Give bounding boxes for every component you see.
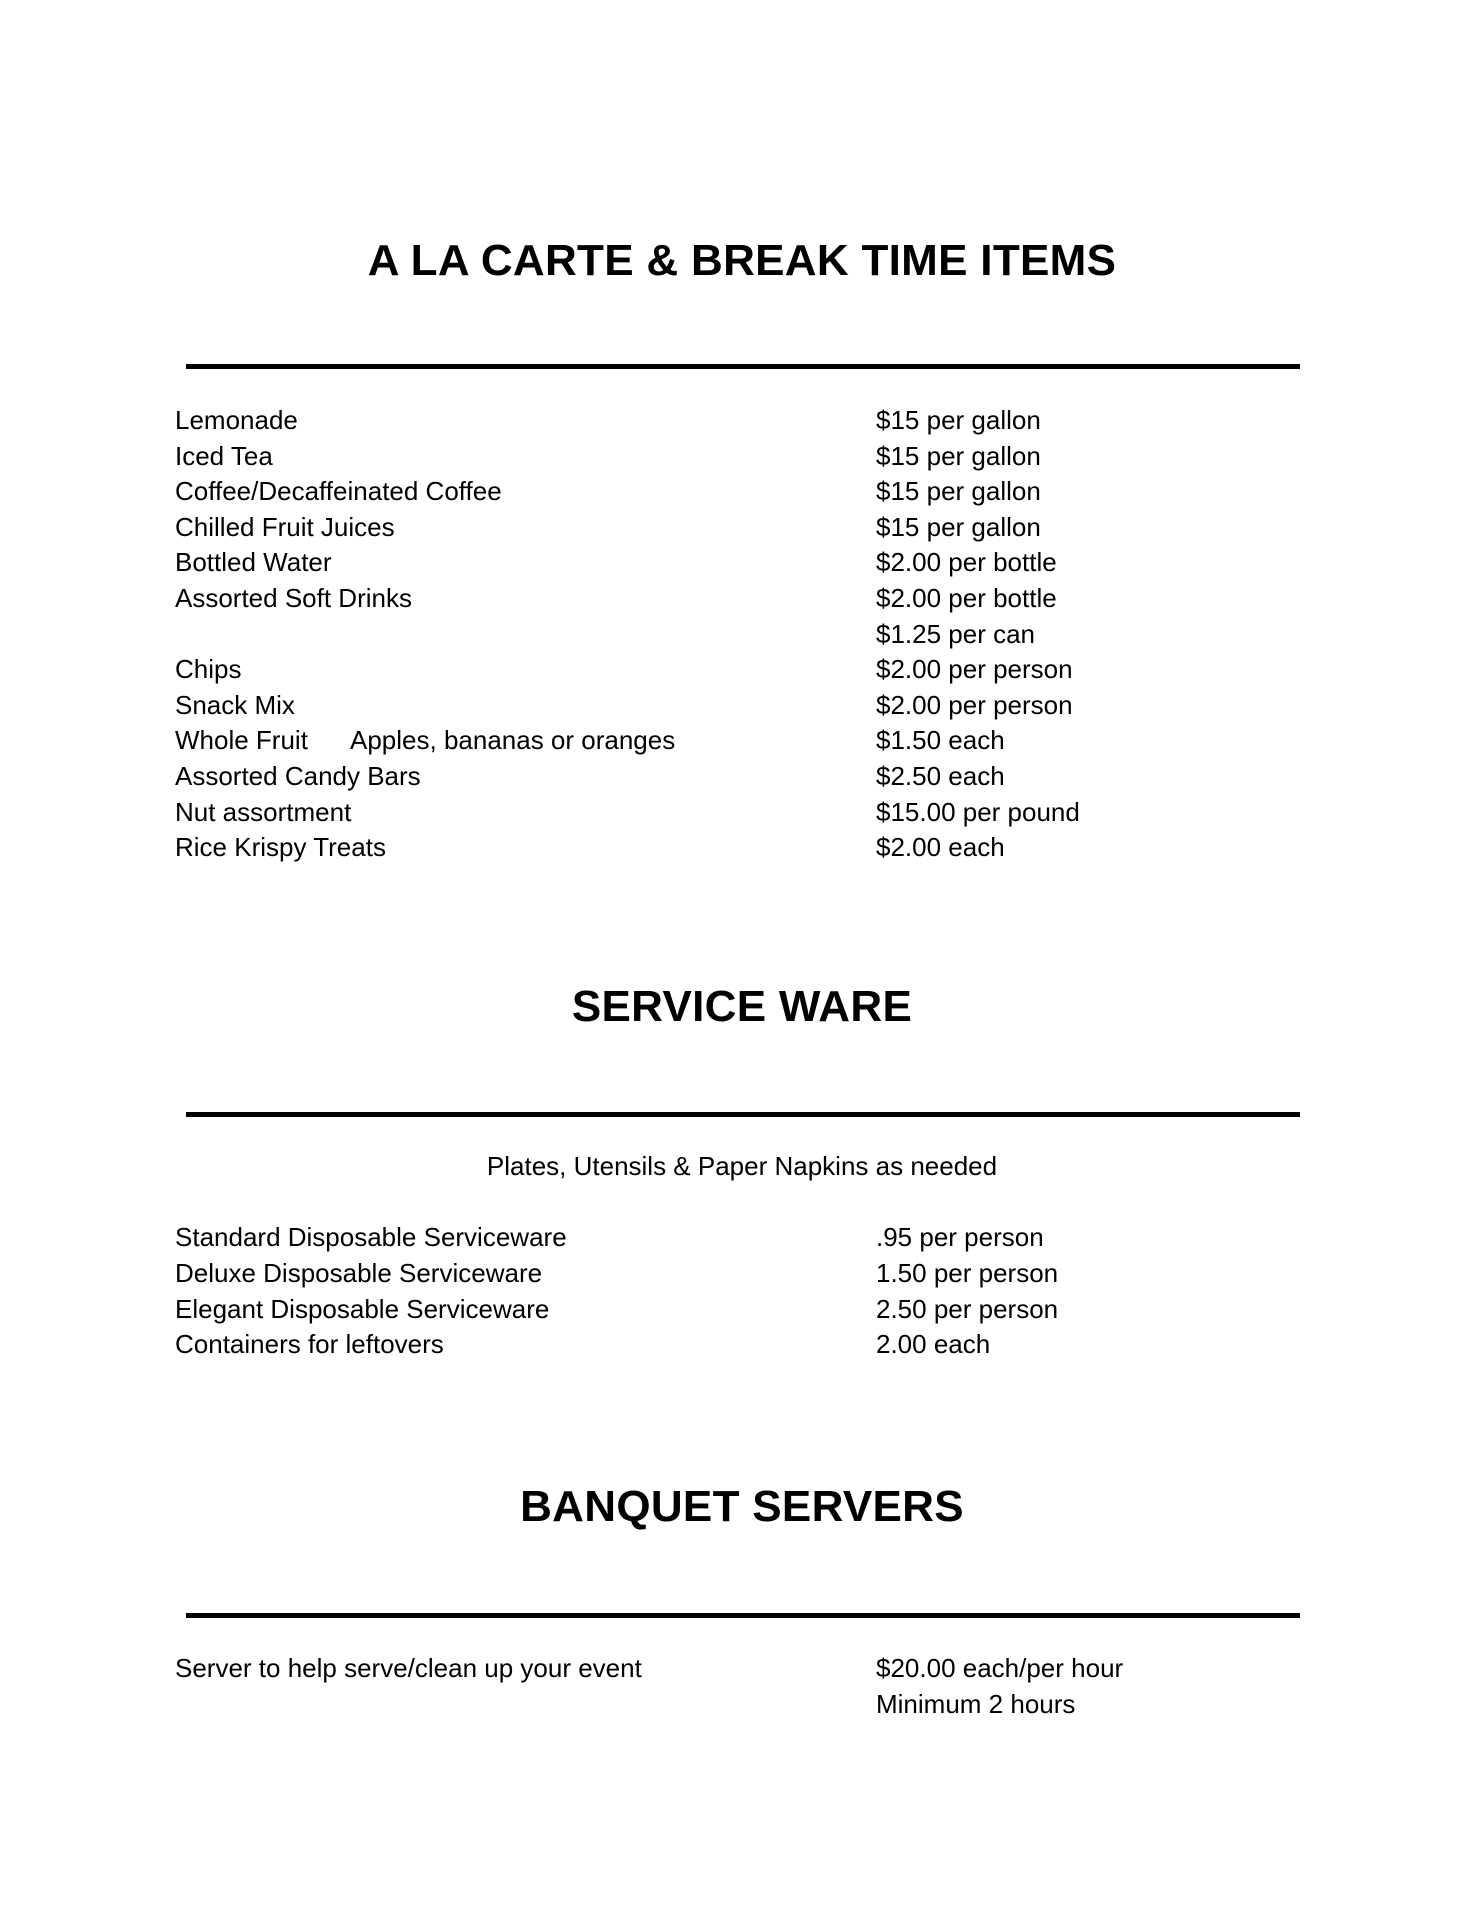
item-description: Apples, bananas or oranges: [350, 725, 676, 755]
item-price: $15 per gallon: [876, 441, 1041, 471]
item-price: Minimum 2 hours: [876, 1689, 1076, 1719]
section-divider: [186, 1112, 1300, 1117]
item-name: Coffee/Decaffeinated Coffee: [175, 476, 502, 506]
item-price: $2.00 per bottle: [876, 547, 1057, 577]
item-price: $2.50 each: [876, 761, 1005, 791]
menu-item-row: [0, 1255, 1484, 1291]
section-divider: [186, 364, 1300, 369]
menu-item-row: [0, 722, 1484, 758]
item-price: $1.50 each: [876, 725, 1005, 755]
menu-item-row: [0, 758, 1484, 794]
item-name: Whole Fruit: [175, 725, 308, 755]
item-name: Iced Tea: [175, 441, 273, 471]
item-name: Server to help serve/clean up your event: [175, 1653, 642, 1683]
item-name: Chips: [175, 654, 242, 684]
menu-item-row: [0, 509, 1484, 545]
item-price: $2.00 per bottle: [876, 583, 1057, 613]
item-name: Assorted Soft Drinks: [175, 583, 412, 613]
section-title-a-la-carte: A LA CARTE & BREAK TIME ITEMS: [367, 236, 1117, 285]
item-price: $1.25 per can: [876, 619, 1036, 649]
item-price: 1.50 per person: [876, 1258, 1059, 1288]
menu-item-row: [0, 473, 1484, 509]
item-price: $2.00 per person: [876, 690, 1073, 720]
item-name: Bottled Water: [175, 547, 332, 577]
item-price: $15 per gallon: [876, 512, 1041, 542]
menu-item-row: [0, 794, 1484, 830]
item-price: $20.00 each/per hour: [876, 1653, 1124, 1683]
item-name: Lemonade: [175, 405, 298, 435]
item-name: Snack Mix: [175, 690, 295, 720]
section-divider: [186, 1613, 1300, 1618]
item-price: $2.00 each: [876, 832, 1005, 862]
item-name: Standard Disposable Serviceware: [175, 1222, 567, 1252]
item-name: Chilled Fruit Juices: [175, 512, 395, 542]
item-name: Elegant Disposable Serviceware: [175, 1294, 550, 1324]
menu-item-row: [0, 402, 1484, 438]
menu-item-row: [0, 580, 1484, 616]
section-note: Plates, Utensils & Paper Napkins as needed: [486, 1151, 998, 1181]
section-title-banquet-servers: BANQUET SERVERS: [520, 1482, 964, 1531]
item-name: Deluxe Disposable Serviceware: [175, 1258, 543, 1288]
item-price: .95 per person: [876, 1222, 1044, 1252]
item-price: 2.50 per person: [876, 1294, 1059, 1324]
menu-item-row: [0, 616, 1484, 652]
menu-item-row: [0, 1326, 1484, 1362]
menu-item-row: [0, 1291, 1484, 1327]
menu-item-row: [0, 438, 1484, 474]
item-price: $2.00 per person: [876, 654, 1073, 684]
menu-item-row: [0, 829, 1484, 865]
item-price: $15 per gallon: [876, 405, 1041, 435]
item-name: Containers for leftovers: [175, 1329, 444, 1359]
item-price: $15 per gallon: [876, 476, 1041, 506]
menu-item-row: [0, 544, 1484, 580]
menu-item-row: [0, 1650, 1484, 1686]
item-price: $15.00 per pound: [876, 797, 1080, 827]
menu-item-row: [0, 1219, 1484, 1255]
item-price: 2.00 each: [876, 1329, 991, 1359]
menu-item-row: [0, 687, 1484, 723]
item-name: Assorted Candy Bars: [175, 761, 421, 791]
menu-item-row: [0, 1686, 1484, 1722]
item-name: Nut assortment: [175, 797, 352, 827]
menu-item-row: [0, 651, 1484, 687]
item-name: Rice Krispy Treats: [175, 832, 386, 862]
section-title-service-ware: SERVICE WARE: [571, 982, 913, 1031]
